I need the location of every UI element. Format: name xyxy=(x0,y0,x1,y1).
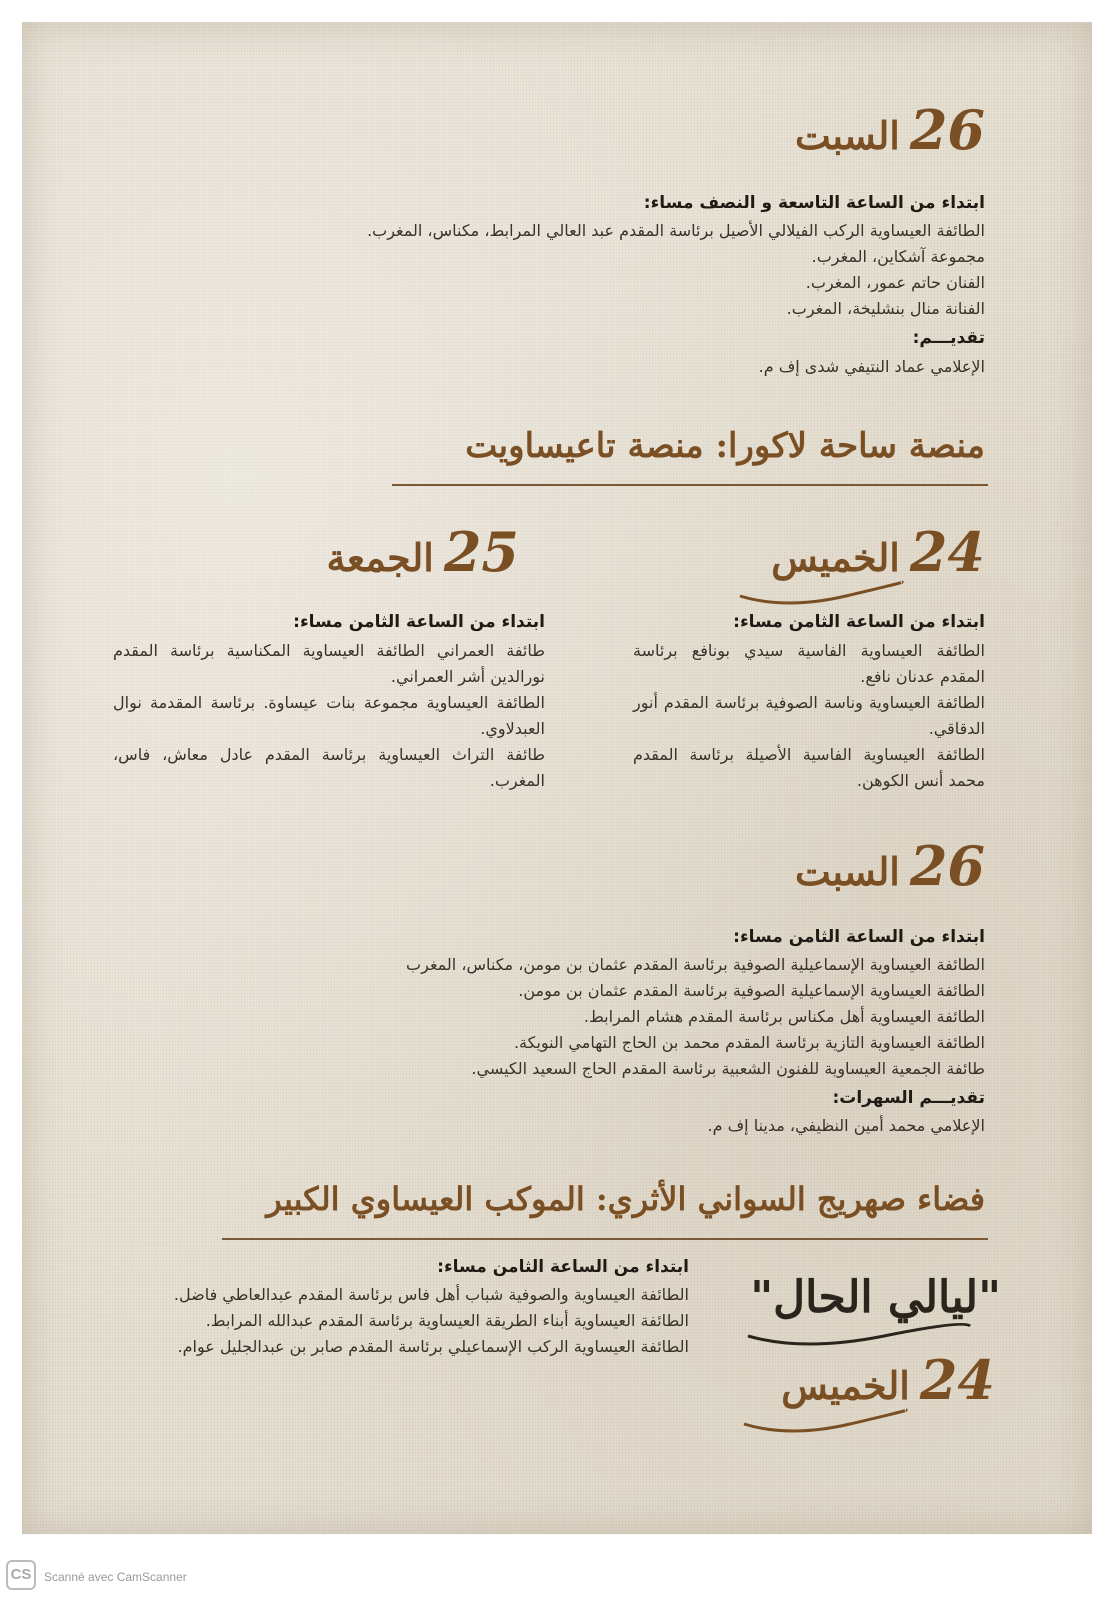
list-item: الفنانة منال بنشليخة، المغرب. xyxy=(786,299,985,318)
section1-day-name: السبت xyxy=(795,113,900,158)
list-item: الطائفة العيساوية الركب الفيلالي الأصيل برئاسة المقدم عبد العالي المرابط، مكناس، المغرب. xyxy=(367,221,985,240)
section3-day-name: السبت xyxy=(795,849,900,894)
friday-performers xyxy=(113,638,545,794)
section3-presenter: الإعلامي محمد أمين النظيفي، مدينا إف م. xyxy=(707,1116,985,1135)
thursday-day-name: الخميس xyxy=(771,535,900,580)
thursday-time: ابتداء من الساعة الثامن مساء: xyxy=(733,612,985,632)
section1-time: ابتداء من الساعة التاسعة و النصف مساء: xyxy=(643,193,985,213)
list-item: الطائفة العيساوية الفاسية الأصيلة برئاسة المقدم محمد أنس الكوهن. xyxy=(633,745,985,790)
list-item: الطائفة العيساوية الإسماعيلية الصوفية برئاسة المقدم عثمان بن مومن. xyxy=(518,981,985,1000)
list-item: الطائفة العيساوية أبناء الطريقة العيساوية برئاسة المقدم عبدالله المرابط. xyxy=(205,1311,689,1330)
nights-day-number: 24 xyxy=(919,1348,995,1412)
venue1-divider xyxy=(392,484,988,486)
nights-performers xyxy=(149,1282,689,1360)
section3-day-number: 26 xyxy=(909,834,985,898)
nights-title: "ليالي الحال" xyxy=(750,1272,1001,1323)
nights-title-flourish xyxy=(744,1318,974,1348)
section1-day-heading xyxy=(795,98,985,162)
section1-day-number: 26 xyxy=(909,98,985,162)
list-item: الطائفة العيساوية التازية برئاسة المقدم محمد بن الحاج التهامي النويكة. xyxy=(513,1033,985,1052)
section1-presenter: الإعلامي عماد النتيفي شدى إف م. xyxy=(758,357,985,376)
list-item: الطائفة العيساوية وناسة الصوفية برئاسة المقدم أنور الدقاقي. xyxy=(633,693,985,738)
section3-day-heading xyxy=(795,834,985,898)
list-item: الطائفة العيساوية أهل مكناس برئاسة المقدم هشام المرابط. xyxy=(583,1007,985,1026)
friday-time: ابتداء من الساعة الثامن مساء: xyxy=(293,612,545,632)
list-item: طائفة التراث العيساوية برئاسة المقدم عادل معاش، فاس، المغرب. xyxy=(113,745,545,790)
friday-day-heading xyxy=(327,520,520,584)
scanner-watermark-text: Scanné avec CamScanner xyxy=(44,1570,187,1584)
list-item: الطائفة العيساوية الركب الإسماعيلي برئاسة المقدم صابر بن عبدالجليل عوام. xyxy=(177,1337,689,1356)
nights-day-flourish xyxy=(740,1400,910,1434)
section1-presenter-label: تقديـــم: xyxy=(912,328,985,348)
list-item: طائفة الجمعية العيساوية للفنون الشعبية برئاسة المقدم الحاج السعيد الكيسي. xyxy=(471,1059,985,1078)
section3-time: ابتداء من الساعة الثامن مساء: xyxy=(733,927,985,947)
camscanner-logo: CS xyxy=(6,1560,36,1590)
thursday-day-flourish xyxy=(736,572,906,606)
venue1-title: منصة ساحة لاكورا: منصة تاعيساويت xyxy=(465,426,985,466)
section1-performers xyxy=(367,218,985,322)
section3-performers xyxy=(406,952,985,1082)
list-item: الطائفة العيساوية الإسماعيلية الصوفية برئاسة المقدم عثمان بن مومن، مكناس، المغرب xyxy=(406,955,985,974)
section3-presenter-label: تقديـــم السهرات: xyxy=(832,1088,985,1108)
nights-day-name: الخميس xyxy=(781,1363,910,1408)
list-item: الطائفة العيساوية الفاسية سيدي بونافع برئاسة المقدم عدنان نافع. xyxy=(633,641,985,686)
nights-time: ابتداء من الساعة الثامن مساء: xyxy=(437,1257,689,1277)
thursday-performers xyxy=(633,638,985,794)
list-item: مجموعة آشكاين، المغرب. xyxy=(811,247,985,266)
thursday-day-number: 24 xyxy=(909,520,985,584)
list-item: الفنان حاتم عمور، المغرب. xyxy=(805,273,985,292)
venue2-divider xyxy=(222,1238,988,1240)
list-item: الطائفة العيساوية والصوفية شباب أهل فاس برئاسة المقدم عبدالعاطي فاضل. xyxy=(173,1285,689,1304)
venue2-title: فضاء صهريج السواني الأثري: الموكب العيساوي الكبير xyxy=(266,1180,985,1218)
friday-day-number: 25 xyxy=(443,520,519,584)
list-item: الطائفة العيساوية مجموعة بنات عيساوة. برئاسة المقدمة نوال العبدلاوي. xyxy=(113,693,545,738)
friday-day-name: الجمعة xyxy=(326,535,434,580)
list-item: طائفة العمراني الطائفة العيساوية المكناسية برئاسة المقدم نورالدين أشر العمراني. xyxy=(113,641,545,686)
